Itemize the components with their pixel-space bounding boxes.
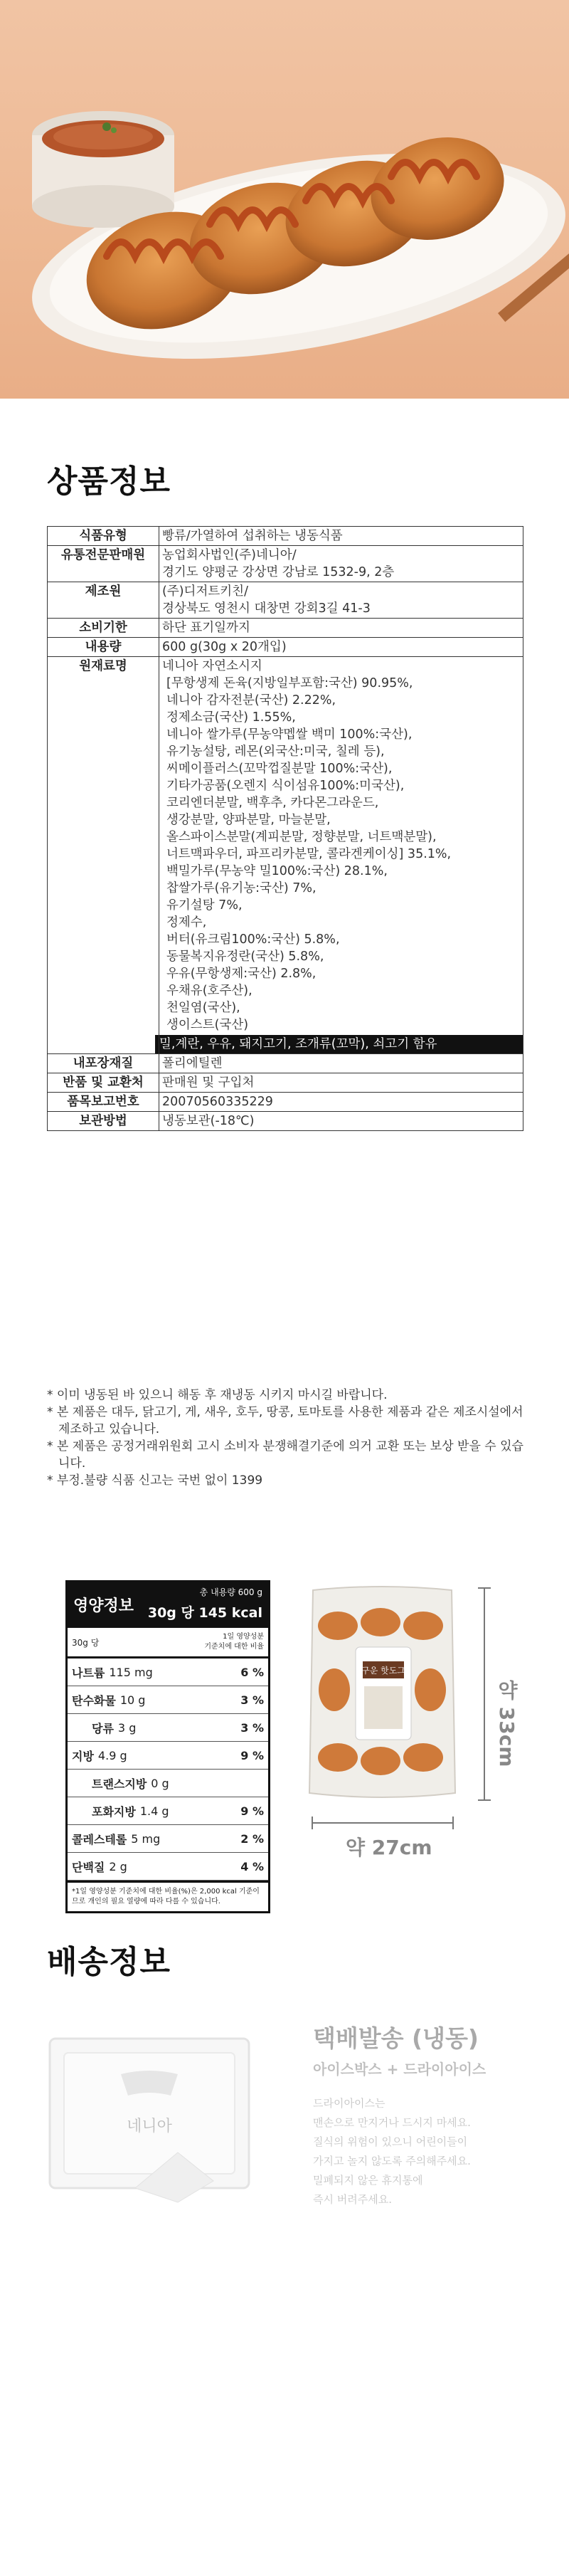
nutrient-name: 지방 bbox=[72, 1749, 94, 1763]
info-row bbox=[48, 619, 523, 638]
ingredient-line: 우유(무항생제:국산) 2.8%, bbox=[166, 967, 317, 981]
ingredient-line: 우채유(호주산), bbox=[166, 984, 252, 998]
nutrient-percent: 6 % bbox=[240, 1665, 264, 1679]
ingredient-line: 천일염(국산), bbox=[166, 1001, 240, 1015]
delivery-caution-line: 드라이아이스는 bbox=[313, 2097, 385, 2110]
ingredient-line: 너트맥파우더, 파프리카분말, 콜라겐케이싱] 35.1%, bbox=[166, 847, 452, 861]
package-photo bbox=[306, 1583, 459, 1802]
nutrient-percent: 4 % bbox=[240, 1859, 264, 1873]
nutrient-value: 10 g bbox=[119, 1693, 146, 1707]
delivery-caution-line: 질식의 위험이 있으니 어린이들이 bbox=[313, 2135, 468, 2148]
icebox-brand: 네니아 bbox=[127, 2118, 172, 2135]
nutrition-row bbox=[68, 1770, 268, 1797]
info-value: 20070560335229 bbox=[159, 1093, 523, 1112]
info-value: 하단 표기일까지 bbox=[159, 619, 523, 638]
nutrition-row bbox=[68, 1797, 268, 1825]
nutrient-value: 5 mg bbox=[131, 1831, 161, 1846]
info-value: 냉동보관(-18℃) bbox=[159, 1112, 523, 1131]
ingredients-key: 원재료명 bbox=[48, 657, 159, 1054]
nutrient-value: 4.9 g bbox=[97, 1748, 127, 1762]
delivery-caution-line: 맨손으로 만지거나 드시지 마세요. bbox=[313, 2116, 471, 2129]
ingredient-line: 생이스트(국산) bbox=[166, 1018, 249, 1032]
nutrition-row bbox=[68, 1853, 268, 1881]
info-value: 판매원 및 구입처 bbox=[159, 1073, 523, 1093]
ingredient-line: 기타가공품(오렌지 식이섬유100%:미국산), bbox=[166, 779, 405, 793]
nutrition-footnote: *1일 영양성분 기준치에 대한 비율(%)은 2,000 kcal 기준이므로 개인의 필요 열량에 따라 다를 수 있습니다. bbox=[68, 1881, 268, 1911]
nutrient-value: 2 g bbox=[109, 1859, 127, 1873]
delivery-method: 택배발송 (냉동) bbox=[313, 2024, 479, 2052]
note-item: * 본 제품은 대두, 닭고기, 게, 새우, 호두, 땅콩, 토마토를 사용한 제품과 같은 제조시설에서 제조하고 있습니다. bbox=[47, 1405, 523, 1436]
nutrition-total: 총 내용량 600 g bbox=[199, 1587, 262, 1597]
nutrition-row bbox=[68, 1825, 268, 1853]
info-row bbox=[48, 1054, 523, 1073]
ingredient-line: 버터(유크림100%:국산) 5.8%, bbox=[166, 932, 340, 947]
info-value: (주)디저트키친/ 경상북도 영천시 대창면 강회3길 41-3 bbox=[159, 582, 523, 619]
info-row bbox=[48, 527, 523, 546]
info-key: 반품 및 교환처 bbox=[48, 1073, 159, 1093]
note-item: * 이미 냉동된 바 있으니 해동 후 재냉동 시키지 마시길 바랍니다. bbox=[47, 1388, 388, 1402]
ingredient-line: 올스파이스분말(계피분말, 정향분말, 너트맥분말), bbox=[166, 830, 437, 844]
ingredient-line: 동물복지유정란(국산) 5.8%, bbox=[166, 950, 324, 964]
nutrient-value: 115 mg bbox=[109, 1665, 153, 1679]
info-row bbox=[48, 638, 523, 657]
width-label: 약 27cm bbox=[346, 1836, 432, 1859]
ingredient-line: 네니아 감자전분(국산) 2.22%, bbox=[166, 693, 336, 708]
nutrient-name: 콜레스테롤 bbox=[72, 1832, 127, 1846]
ingredient-line: 씨메이플러스(꼬막껍질분말 100%:국산), bbox=[166, 762, 393, 776]
ingredient-line: 유기설탕 7%, bbox=[166, 898, 243, 913]
nutrient-percent: 9 % bbox=[240, 1748, 264, 1762]
ingredient-line: 네니아 자연소시지 bbox=[162, 659, 262, 673]
ingredient-line: 정제소금(국산) 1.55%, bbox=[166, 710, 296, 725]
ingredient-line: 네니아 쌀가루(무농약멥쌀 백미 100%:국산), bbox=[166, 727, 413, 742]
delivery-caution-line: 가지고 놀지 않도록 주의해주세요. bbox=[313, 2155, 471, 2167]
ingredient-line: 백밀가루(무농약 밀100%:국산) 28.1%, bbox=[166, 864, 388, 878]
info-key: 식품유형 bbox=[48, 527, 159, 546]
info-key: 내포장재질 bbox=[48, 1054, 159, 1073]
nutrient-value: 0 g bbox=[151, 1776, 169, 1790]
ingredient-line: 정제수, bbox=[166, 915, 207, 930]
info-key: 소비기한 bbox=[48, 619, 159, 638]
nutrition-row bbox=[68, 1686, 268, 1714]
nutrition-daily-note: 1일 영양성분 기준치에 대한 비율 bbox=[204, 1633, 264, 1651]
height-dimension-line bbox=[484, 1587, 485, 1801]
nutrition-title: 영양정보 bbox=[73, 1597, 134, 1615]
nutrition-label bbox=[65, 1580, 270, 1913]
ingredient-line: 찹쌀가루(유기농:국산) 7%, bbox=[166, 881, 317, 895]
info-key: 보관방법 bbox=[48, 1112, 159, 1131]
width-dimension-line bbox=[312, 1822, 454, 1824]
product-info-title: 상품정보 bbox=[47, 463, 171, 500]
ingredient-line: [무항생제 돈육(지방일부포함:국산) 90.95%, bbox=[166, 676, 413, 690]
info-key: 내용량 bbox=[48, 638, 159, 657]
icebox-illustration bbox=[43, 2024, 256, 2209]
info-value: 빵류/가열하여 섭취하는 냉동식품 bbox=[159, 527, 523, 546]
height-label: 약 33cm bbox=[495, 1680, 519, 1767]
info-key: 품목보고번호 bbox=[48, 1093, 159, 1112]
delivery-caution-line: 밀폐되지 않은 휴지통에 bbox=[313, 2174, 423, 2187]
nutrient-name: 단백질 bbox=[72, 1860, 105, 1874]
delivery-info bbox=[313, 2020, 548, 2209]
info-row bbox=[48, 582, 523, 619]
package-label: 구운 핫도그 bbox=[361, 1666, 405, 1676]
note-item: * 본 제품은 공정거래위원회 고시 소비자 분쟁해결기준에 의거 교환 또는 보상 받을 수 있습니다. bbox=[47, 1439, 523, 1471]
product-info-table bbox=[47, 526, 523, 1131]
info-key: 제조원 bbox=[48, 582, 159, 619]
nutrition-row bbox=[68, 1658, 268, 1686]
nutrient-percent: 2 % bbox=[240, 1831, 264, 1846]
ingredient-line: 코리엔더분말, 백후추, 카다몬그라운드, bbox=[166, 796, 379, 810]
nutrition-row bbox=[68, 1714, 268, 1742]
nutrient-name: 당류 bbox=[92, 1721, 114, 1735]
delivery-caution-line: 즉시 버려주세요. bbox=[313, 2193, 392, 2206]
info-value: 600 g(30g x 20개입) bbox=[159, 638, 523, 657]
hero-photo bbox=[0, 0, 569, 399]
info-value: 농업회사법인(주)네니아/ 경기도 양평군 강상면 강남로 1532-9, 2층 bbox=[159, 546, 523, 582]
nutrient-name: 나트륨 bbox=[72, 1666, 105, 1680]
ingredients-row bbox=[48, 657, 523, 1054]
nutrition-row bbox=[68, 1742, 268, 1770]
ingredient-line: 유기농설탕, 레몬(외국산:미국, 칠레 등), bbox=[166, 745, 385, 759]
delivery-packaging: 아이스박스 + 드라이아이스 bbox=[313, 2061, 486, 2078]
nutrient-value: 1.4 g bbox=[139, 1804, 169, 1818]
info-value: 폴리에틸렌 bbox=[159, 1054, 523, 1073]
notes bbox=[47, 1387, 531, 1489]
nutrition-basis: 30g 당 bbox=[72, 1637, 100, 1648]
info-row bbox=[48, 1112, 523, 1131]
nutrient-percent: 3 % bbox=[240, 1720, 264, 1735]
info-row bbox=[48, 546, 523, 582]
nutrient-name: 포화지방 bbox=[92, 1804, 136, 1819]
delivery-caution bbox=[313, 2094, 548, 2209]
delivery-title: 배송정보 bbox=[47, 1944, 171, 1980]
ingredient-line: 생강분말, 양파분말, 마늘분말, bbox=[166, 813, 331, 827]
info-row bbox=[48, 1073, 523, 1093]
nutrient-percent: 9 % bbox=[240, 1804, 264, 1818]
hotdog-plate-illustration bbox=[0, 0, 569, 399]
nutrition-kcal: 30g 당 145 kcal bbox=[147, 1605, 262, 1621]
nutrient-name: 트랜스지방 bbox=[92, 1777, 147, 1791]
nutrient-percent: 3 % bbox=[240, 1693, 264, 1707]
nutrient-value: 3 g bbox=[117, 1720, 137, 1735]
info-key: 유통전문판매원 bbox=[48, 546, 159, 582]
note-item: * 부정.불량 식품 신고는 국번 없이 1399 bbox=[47, 1473, 263, 1488]
allergy-warning: 밀,계란, 우유, 돼지고기, 조개류(꼬막), 쇠고기 함유 bbox=[155, 1035, 523, 1053]
info-row bbox=[48, 1093, 523, 1112]
ingredients-value bbox=[159, 657, 523, 1054]
nutrient-name: 탄수화물 bbox=[72, 1693, 116, 1708]
